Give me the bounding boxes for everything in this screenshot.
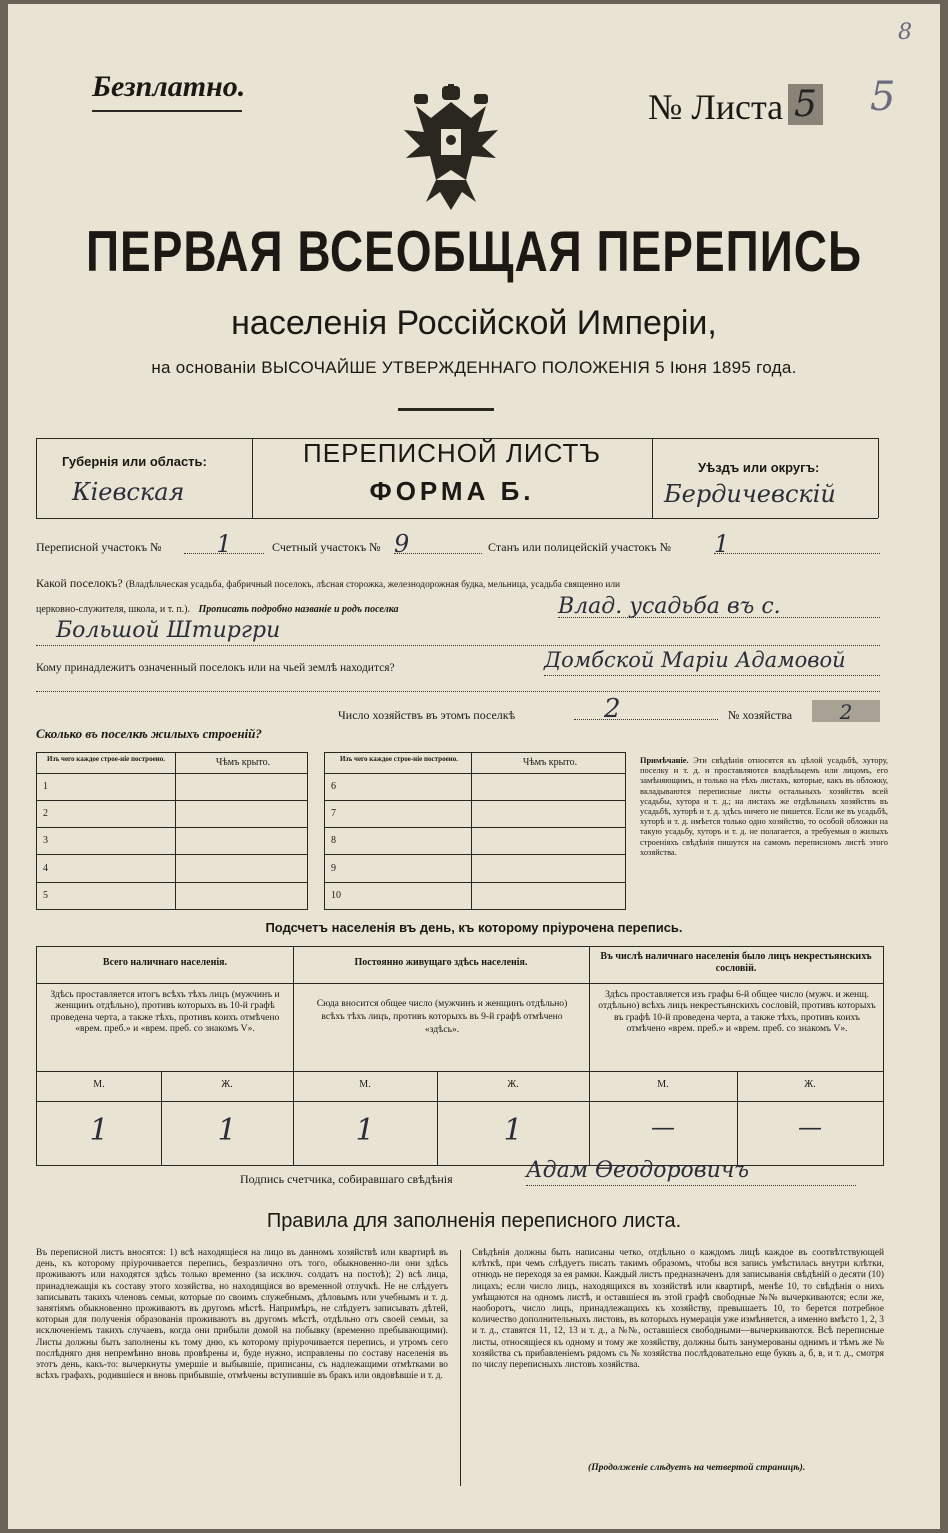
buildings-left-row-line <box>37 827 307 828</box>
settlement-value-2[interactable]: Большой Штиргри <box>36 618 880 646</box>
households-label: Число хозяйствъ въ этомъ поселкѣ <box>338 708 516 722</box>
form-left-line <box>36 438 37 518</box>
buildings-left-row-number: 4 <box>43 862 48 874</box>
rules-right: Свѣдѣнія должны быть написаны четко, отдѣльно о каждомъ лицѣ каждое въ соотвѣтствующей клѣткѣ, при чемъ слѣдуетъ писать такимъ образомъ, чтобы вся запись умѣстилась внутри клѣтки, отнюдь не переходя за ея рамки. Каждый листъ предназначенъ для записыванія свѣдѣній о десяти (10) лицахъ; если число лицъ, находящихся въ хозяйствѣ или квартирѣ, менѣе 10, то свѣдѣнія о нихъ умѣщаются на одномъ листѣ, и оставшіеся въ этой графѣ свободные №№ вычеркиваются; если же, наоборотъ, число лицъ, принадлежащихъ къ хозяйству, превышаетъ 10, то берется потребное количество дополнительныхъ листовъ, въ которыхъ нумерація уже измѣняется, а именно вмѣсто 1, 2, 3 и т. д., ставятся 11, 12, 13 и т. д., а №№, оставшіеся свободными—вычеркиваются. Всѣ переписные листы, относящіеся къ одному и тому же хозяйству, должны быть занумерованы однимъ и тѣмъ же № хозяйства съ прибавленіемъ рядомъ съ № хозяйства послѣдовательно еще буквъ а, б, в, и т. д., смотря по числу переписныхъ листовъ хозяйства. <box>472 1248 884 1371</box>
pop-m-label-1: М. <box>93 1079 105 1090</box>
buildings-left-row-number: 2 <box>43 808 48 820</box>
settlement-instruction: Прописать подробно названіе и родъ поселка <box>198 604 399 615</box>
free-label: Безплатно. <box>92 70 246 103</box>
owner-value[interactable]: Домбской Маріи Адамовой <box>544 648 880 676</box>
buildings-right-header-rule <box>325 773 625 774</box>
pop-m-label-3: М. <box>657 1079 669 1090</box>
buildings-table-left <box>36 752 308 910</box>
buildings-table-right <box>324 752 626 910</box>
buildings-right-row-number: 8 <box>331 835 336 847</box>
buildings-right-row-line <box>325 827 625 828</box>
corner-mark: 8 <box>898 20 912 45</box>
pop-mf-rule <box>37 1101 883 1102</box>
buildings-col-roof-2: Чѣмъ крыто. <box>522 757 578 768</box>
resident-female-value[interactable]: 1 <box>503 1113 523 1148</box>
form-name: ФОРМА Б. <box>369 476 535 506</box>
buildings-left-row-line <box>37 882 307 883</box>
settlement-hint-2: церковно-служителя, школа, и т. п.). <box>36 604 190 615</box>
note-text: Эти свѣдѣнія относятся къ цѣлой усадьбѣ, хутору, поселку и т. д. и проставляются владѣльцемъ или лицомъ, его замѣняющимъ, и только на тѣхъ листахъ, которые, какъ въ обложку, вкладываются переписные листы остальныхъ хозяйствъ всей усадьбы, хутора и т. д.; на листахъ же отдѣльныхъ хозяйствъ въ усадьбѣ, хуторѣ и т. д. здѣсь ничего не пишется. Если же въ усадьбѣ, хуторѣ и т. д. имѣется только одно хозяйство, то особой обложки на такую усадьбу, хуторъ и т. д. не полагается, а требуемыя о жилыхъ строеніяхъ свѣдѣнія пишутся на самомъ переписномъ листѣ этого хозяйства. <box>640 756 889 857</box>
bleed-through-left <box>24 84 114 112</box>
settlement-row <box>36 576 620 591</box>
form-bottom-line <box>36 518 878 519</box>
nonpeasant-female-value[interactable]: — <box>798 1113 822 1141</box>
note-block <box>640 756 888 858</box>
title-rule <box>398 408 494 411</box>
signature-value[interactable]: Адам Ѳеодоровичъ <box>526 1158 856 1186</box>
rules-left: Въ переписной листъ вносятся: 1) всѣ находящіеся на лицо въ данномъ хозяйствѣ или квартирѣ въ день, къ которому пріурочивается перепись, безразлично отъ того, обыкновенно-ли они здѣсь проживаютъ или находятся здѣсь только временно (за исключ. солдатъ на постоѣ); 2) всѣ лица, принадлежащія къ составу этого хозяйства, но находящіяся во временной отлучкѣ. Не не слѣдуетъ записывать такихъ членовъ семьи, которые по своимъ служебнымъ, дѣловымъ или учебнымъ и т. д. занятіямъ обыкновенно проживаютъ въ другомъ мѣстѣ. Напримѣръ, не слѣдуетъ записывать дѣтей, которыя для полученія образованія проживаютъ въ другомъ мѣстѣ, отдѣльно отъ своей семьи, за исключеніемъ такихъ случаевъ, когда они прибыли домой на побывку (временно пребывающими). Листы должны быть заполнены къ тому дню, къ которому пріурочивается перепись, и утромъ сего послѣдняго дня непремѣнно вновь провѣрены и, буде нужно, исправлены по составу населенія въ этотъ день, какъ-то: вычеркнуты умершіе и выбывшіе, приписаны, съ надлежащими отмѣтками во всѣхъ графахъ, родившіеся и вновь прибывшіе, отмѣчены вступившіе въ бракъ или овдовѣвшіе и т. д. <box>36 1248 448 1382</box>
buildings-left-header-rule <box>37 773 307 774</box>
buildings-left-row-number: 1 <box>43 781 48 792</box>
settlement-row-2 <box>36 604 399 615</box>
settlement-label: Какой поселокъ? <box>36 576 123 590</box>
margin-mark: 5 <box>870 74 896 120</box>
present-female-value[interactable]: 1 <box>217 1113 237 1148</box>
buildings-col-roof: Чѣмъ крыто. <box>215 757 271 768</box>
buildings-left-divider <box>175 753 176 909</box>
buildings-right-row-line <box>325 854 625 855</box>
pop-head-rule <box>37 983 883 984</box>
household-number-label: № хозяйства <box>728 708 793 722</box>
owner-label: Кому принадлежитъ означенный поселокъ или на чьей землѣ находится? <box>36 662 395 674</box>
basis-line: на основаніи ВЫСОЧАЙШЕ УТВЕРЖДЕННАГО ПОЛОЖЕНІЯ 5 Іюня 1895 года. <box>151 358 797 377</box>
sheet-number-label: № Листа <box>648 87 784 127</box>
form-mid-right-line <box>652 438 653 518</box>
buildings-left-row-line <box>37 854 307 855</box>
settlement-hint: (Владѣльческая усадьба, фабричный поселокъ, лѣсная сторожка, железнодорожная будка, мельница, усадьба священно или <box>125 580 621 590</box>
buildings-left-row-number: 3 <box>43 835 48 847</box>
buildings-right-row-number: 9 <box>331 862 336 874</box>
coat-of-arms-icon <box>396 84 506 214</box>
rules-title: Правила для заполненія переписного листа. <box>266 1210 682 1232</box>
buildings-col-material: Изъ чего каждое строе-ніе построено. <box>47 755 165 763</box>
resident-male-value[interactable]: 1 <box>355 1113 375 1148</box>
pop-f-label-2: Ж. <box>507 1079 519 1090</box>
signature-label: Подпись счетчика, собиравшаго свѣдѣнія <box>240 1172 453 1186</box>
form-title: ПЕРЕПИСНОЙ ЛИСТЪ <box>303 438 601 468</box>
pop-f-label-1: Ж. <box>221 1079 233 1090</box>
census-district-value[interactable]: 1 <box>184 530 264 554</box>
note-title: Примѣчаніе. <box>640 756 689 765</box>
household-number-value[interactable]: 2 <box>812 700 880 722</box>
pop-col2-head: Постоянно живущаго здѣсь населенія. <box>354 957 528 968</box>
rules-divider <box>460 1250 461 1486</box>
rules-continued: (Продолженіе слѣдуетъ на четвертой страницѣ). <box>588 1462 806 1473</box>
census-sheet <box>8 4 940 1529</box>
owner-continuation-line <box>36 680 880 692</box>
pop-f-label-3: Ж. <box>804 1079 816 1090</box>
pop-col3-text: Здѣсь проставляется изъ графы 6-й общее число (мужч. и женщ. отдѣльно) всѣхъ лицъ некрестьянскихъ сословій, противъ которыхъ въ графѣ 10-й проведена черта, а также тѣхъ, противъ коихъ отмѣчено «врем. преб.» и «врем. преб. со знакомъ V». <box>598 989 876 1035</box>
form-right-line <box>878 438 879 518</box>
count-district-label: Счетный участокъ № <box>272 540 381 554</box>
present-male-value[interactable]: 1 <box>89 1113 109 1148</box>
buildings-right-divider <box>471 753 472 909</box>
sheet-number-value[interactable]: 5 <box>788 84 823 125</box>
count-district-value[interactable]: 9 <box>394 530 482 554</box>
nonpeasant-male-value[interactable]: — <box>651 1113 675 1141</box>
census-district-label: Переписной участокъ № <box>36 540 162 554</box>
pop-m-label-2: М. <box>359 1079 371 1090</box>
pop-col1-text: Здѣсь проставляется итогъ всѣхъ тѣхъ лицъ (мужчинъ и женщинъ отдѣльно), противъ которыхъ въ 10-й графѣ проведена черта, а также тѣхъ, противъ коихъ отмѣчено «врем. преб.» и «врем. преб. со знакомъ V». <box>50 989 280 1035</box>
buildings-right-row-number: 7 <box>331 808 336 820</box>
buildings-right-row-number: 6 <box>331 781 336 792</box>
buildings-right-row-line <box>325 882 625 883</box>
population-heading: Подсчетъ населенія въ день, къ которому пріурочена перепись. <box>265 920 683 935</box>
gubernia-value[interactable]: Кіевская <box>72 478 185 506</box>
stan-label: Станъ или полицейскій участокъ № <box>488 540 672 554</box>
buildings-left-row-number: 5 <box>43 889 48 901</box>
buildings-col-material-2: Изъ чего каждое строе-ніе построено. <box>340 755 458 763</box>
uezd-value[interactable]: Бердичевскій <box>664 480 836 508</box>
pop-text-rule <box>37 1071 883 1072</box>
population-table <box>36 946 884 1166</box>
buildings-right-row-line <box>325 800 625 801</box>
buildings-left-row-line <box>37 800 307 801</box>
stan-value[interactable]: 1 <box>714 530 880 554</box>
gubernia-label: Губернія или область: <box>62 454 207 469</box>
subtitle: населенія Россійской Имперіи, <box>231 304 717 342</box>
settlement-value-1[interactable]: Влад. усадьба въ с. <box>558 594 880 618</box>
free-underline <box>92 110 242 112</box>
pop-col1-head: Всего наличнаго населенія. <box>102 957 228 968</box>
households-value[interactable]: 2 <box>574 694 718 720</box>
buildings-right-row-number: 10 <box>331 889 341 901</box>
pop-col3-head: Въ числѣ наличнаго населенія было лицъ некрестьянскихъ сословій. <box>600 951 872 974</box>
uezd-label: Уѣздъ или округъ: <box>698 460 820 475</box>
pop-col2-text: Сюда вносится общее число (мужчинъ и женщинъ отдѣльно) всѣхъ тѣхъ лицъ, противъ которыхъ въ 9-й графѣ отмѣчено «здѣсь». <box>316 998 568 1035</box>
main-title: ПЕРВАЯ ВСЕОБЩАЯ ПЕРЕПИСЬ <box>85 218 863 284</box>
buildings-label: Сколько въ поселкѣ жилыхъ строеній? <box>36 726 262 741</box>
